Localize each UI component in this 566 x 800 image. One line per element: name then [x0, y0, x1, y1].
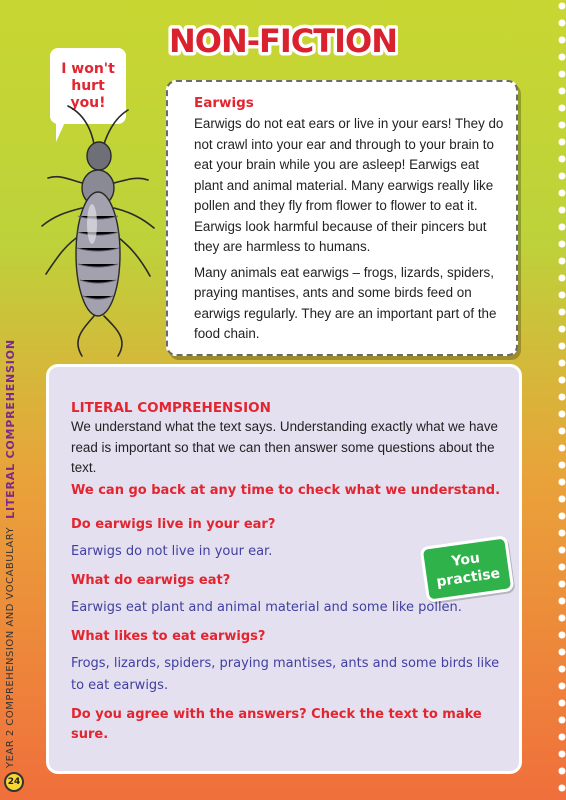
question-3: What likes to eat earwigs?: [71, 628, 266, 644]
side-label: [4, 339, 17, 768]
page-title: [168, 16, 398, 62]
earwig-illustration: [10, 104, 170, 364]
section-label: LITERAL COMPREHENSION: [4, 339, 17, 519]
article-heading: Earwigs: [194, 95, 254, 111]
answer-1: Earwigs do not live in your ear.: [71, 543, 273, 559]
badge-text: You practise: [435, 550, 502, 591]
article-card: [166, 80, 518, 356]
answer-2: Earwigs eat plant and animal material and some like pollen.: [71, 599, 462, 615]
series-label: YEAR 2 COMPREHENSION AND VOCABULARY: [5, 526, 16, 768]
page-number: 24: [4, 772, 24, 792]
answer-3: Frogs, lizards, spiders, praying mantises, ants and some birds like to eat earwigs.: [71, 655, 500, 693]
comprehension-panel: [46, 364, 522, 774]
you-practise-badge: [420, 535, 515, 603]
comprehension-heading: LITERAL COMPREHENSION: [71, 400, 271, 416]
comprehension-emphasis: We can go back at any time to check what we understand.: [71, 482, 501, 498]
speech-bubble-text: I won't hurt you!: [61, 60, 115, 111]
closing-instruction: Do you agree with the answers? Check the text to make sure.: [71, 706, 482, 742]
title-text-outline: NON-FICTION: [168, 22, 398, 60]
article-paragraph-1: Earwigs do not eat ears or live in your ears! They do not crawl into your ear and through to your brain to eat your brain while you are asleep! Earwigs eat plant and animal material. Many earwigs really like pollen and they fly from flower to flower to eat it. Earwigs look harmful because of their pincers but they are harmless to humans.: [194, 116, 504, 254]
spiral-binding: [552, 0, 566, 800]
question-2: What do earwigs eat?: [71, 572, 231, 588]
title-graphic: [168, 16, 398, 62]
earwig-icon: [10, 104, 170, 364]
comprehension-content: [71, 399, 511, 745]
question-1: Do earwigs live in your ear?: [71, 516, 276, 532]
comprehension-intro: We understand what the text says. Understanding exactly what we have read is important so that we can then answer some questions about the text.: [71, 419, 499, 475]
article-paragraph-2: Many animals eat earwigs – frogs, lizards, spiders, praying mantises, ants and some birds feed on earwigs regularly. They are an important part of the food chain.: [194, 264, 497, 341]
